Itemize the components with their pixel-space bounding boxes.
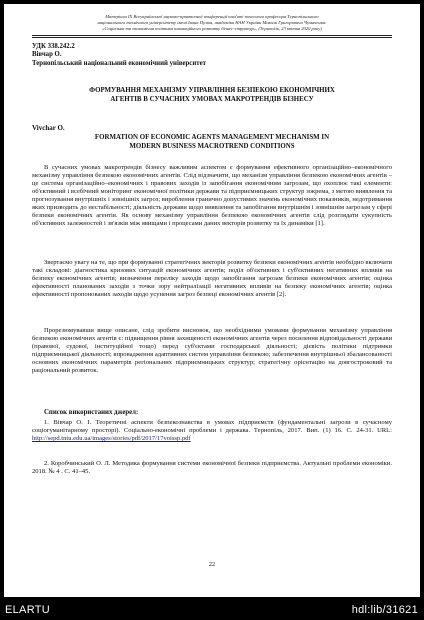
paragraph-3: Прорезюмувавши вище описане, слід зробити висновок, що необхідними умовами формування механізму управління безпекою економічних агентів є: підвищення рівня захищеності економічних агентів через посилення відповідальності держави (правової, судової, інституційної тощо) перед суб'єктами господарської діяльності; дієвість політики підтримки підприємницької діяльності; впровадження адаптивних систем управління безпекою; забезпечення внутрішньої збалансованості основних економічних параметрів регіональних підприємницьких структур; стратегічну орієнтацію на довгостроковий та раціональний розвиток. — [32, 327, 392, 375]
paper-title-en — [32, 134, 392, 152]
author-block-ua — [32, 43, 392, 68]
reference-1-link[interactable]: http://sepd.tntu.edu.ua/images/stories/pdf/2017/17voissp.pdf — [32, 435, 191, 443]
paragraph-1: В сучасних умовах макротрендів бізнесу важливим аспектом є формування ефективного організаційно–економічного механізму управління безпекою економічних агентів. Слід відзначити, що механізм управління безпекою економічних агентів – це система організаційно–економічних і правових заходів із запобігання економічним загрозам, що охоплює такі елементи: об'єктивний і всебічний моніторинг економічної політики держави та підприємницьких структур зокрема, з метою виявлення та прогнозування внутрішніх і зовнішніх загроз; вироблення гранично допустимих значень економічних показників, недотримання яких призводить до нестабільності; діяльність держави щодо виявлення та запобігання внутрішнім і зовнішнім загрозам у сфері безпеки економічних агентів. Як основу механізму управління безпекою економічних агентів слід розглядати сукупність об'єктивних залежностей і зв'язків між явищами і процесами даних векторів розвитку та їх динаміки [1]. — [32, 164, 392, 228]
header-line-2: національного технічного університету імені Івана Пулюя, академіка НАН України Миколи Григоровича Чумаченка: — [97, 20, 327, 26]
title-en-line-1: FORMATION OF ECONOMIC AGENTS MANAGEMENT MECHANISM IN — [94, 134, 330, 141]
header-rule-2 — [32, 37, 392, 38]
affiliation: Тернопільський національний економічний університет — [32, 59, 206, 67]
references-title: Список використаних джерел: — [44, 409, 139, 416]
reference-1-text: 1. Вівчар О. І. Теоретичні аспекти безпекознавства в умовах підприємств (фундаментальні загрози в сучасному соціогуманітарному просторі). Соціально-економічні проблеми і держава. Тернопіль, 2017. Вип. (1) 16. С. 24-31. URL: — [32, 419, 392, 435]
header-line-3: «Соціальна та економічна політика інноваційного розвитку бізнес-структур», (Тернопіль, 23 квітня 2020 року) — [102, 26, 322, 32]
title-ua-line-2: АГЕНТІВ В СУЧАСНИХ УМОВАХ МАКРОТРЕНДІВ БІЗНЕСУ — [110, 95, 314, 103]
title-en-line-2: MODERN BUSINESS MACROTREND CONDITIONS — [129, 142, 295, 150]
paper-title-ua — [32, 87, 392, 105]
reference-2: 2. Коробчинський О. Л. Методика формування системи економічної безпеки підприємства. Актуальні проблеми економіки. 2018. № 4 . С. 41–45. — [32, 460, 392, 476]
reference-1 — [32, 419, 392, 443]
paragraph-2: Звертаємо увагу на те, що при формуванні стратегічних векторів розвитку безпеки економічних агентів необхідно включати такі складові: діагностика кризових ситуацій економічних агентів; поділ об'єктивних і суб'єктивних негативних впливів на безпеку економічних агентів; визначення переліку заходів щодо запобігання загрозам безпеки економічних агентів; оцінка ефективності планованих заходів з точки зору нейтралізації негативних впливів на безпеку економічних агентів; оцінка ефективності пропонованих заходів щодо усунення загроз безпеці економічних агентів [2]. — [32, 259, 392, 299]
author-name-en: Vivchar O. — [32, 124, 65, 132]
title-ua-line-1: ФОРМУВАННЯ МЕХАНІЗМУ УПРАВЛІННЯ БЕЗПЕКОЮ ЕКОНОМІЧНИХ — [89, 87, 335, 94]
document-page — [4, 4, 420, 597]
repository-label: ELARTU — [5, 604, 50, 616]
author-name-ua: Вівчар О. — [32, 51, 62, 59]
handle-identifier: hdl:lib/31621 — [351, 604, 418, 616]
header-line-1: Матеріали IX Всеукраїнської науково-практичної конференції пам'яті почесного професора Тернопільського — [105, 14, 319, 19]
page-number: 22 — [208, 561, 216, 568]
conference-header — [32, 14, 392, 33]
udc-code: УДК 338.242.2 — [32, 43, 75, 50]
